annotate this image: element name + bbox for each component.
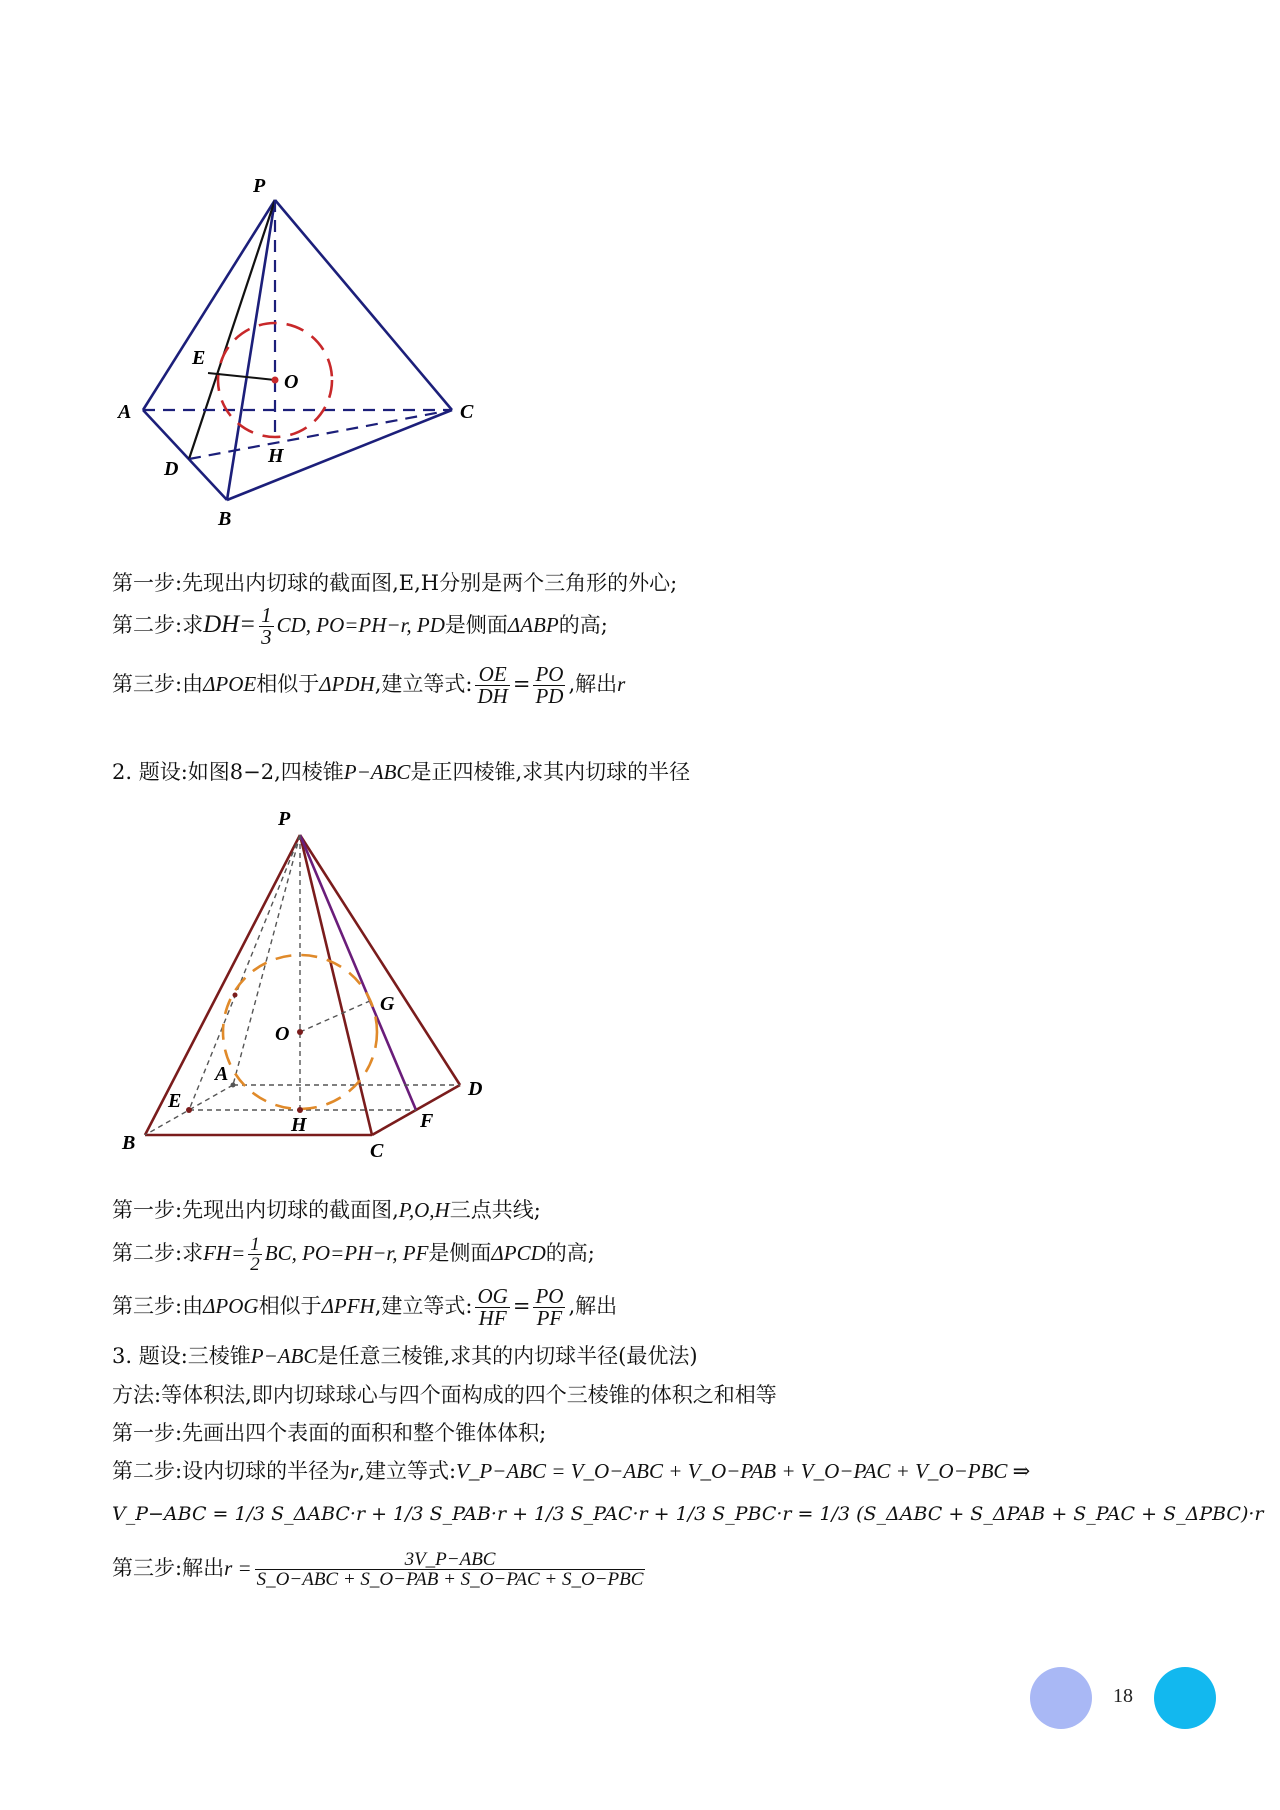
s2-step3-a: 第三步:由	[112, 1294, 204, 1318]
figure-1-tetrahedron	[110, 170, 490, 540]
point-O	[272, 377, 279, 384]
s2-step1	[112, 1200, 541, 1221]
edge-PD	[189, 200, 275, 459]
s2-step2-den: 2	[250, 1254, 260, 1275]
s2-step3-num2: PO	[535, 1284, 564, 1308]
label-A: A	[118, 401, 132, 423]
s1-step2-f: 的高;	[558, 613, 608, 637]
label-O: O	[275, 1023, 290, 1045]
s2-step3-frac2	[533, 1286, 565, 1329]
s1-step2	[112, 605, 608, 648]
q3-step3-num: 3V_P−ABC	[255, 1550, 646, 1570]
q3-step3-frac	[255, 1550, 646, 1589]
s1-step3-den2: PD	[535, 684, 564, 708]
s1-step3-eq: =	[512, 672, 531, 696]
label-B: B	[218, 508, 232, 530]
page-number: 18	[1113, 1685, 1133, 1707]
s1-step3	[112, 664, 625, 707]
edge-BC	[227, 410, 452, 500]
edge-PD	[300, 835, 460, 1085]
page-number-badge	[1030, 1667, 1220, 1731]
badge-circle-right	[1154, 1667, 1216, 1729]
label-A: A	[215, 1063, 229, 1085]
s1-step2-c: CD, PO=PH−r, PD	[276, 613, 445, 637]
edge-PC	[275, 200, 452, 410]
label-D: D	[164, 458, 179, 480]
s1-step2-b: DH=	[203, 611, 257, 638]
s2-step3-d: ΔPFH	[321, 1294, 375, 1318]
s1-step3-e: ,建立等式:	[374, 672, 473, 696]
s2-step2-num: 1	[250, 1234, 260, 1255]
s2-step3-den1: HF	[478, 1306, 507, 1330]
s2-step3-f: ,解出	[568, 1294, 618, 1318]
q3-step2-b: r	[350, 1459, 359, 1483]
q3-eq2: V_P−ABC = 1/3 S_ΔABC·r + 1/3 S_PAB·r + 1/3 S_PAC·r + 1/3 S_PBC·r = 1/3 (S_ΔABC + S_ΔPAB + S_PAC + S_ΔPBC)·r	[112, 1503, 1264, 1525]
label-O: O	[284, 371, 299, 393]
segment-OG-hidden	[300, 1000, 372, 1032]
q3-title-c: 是任意三棱锥,求其的内切球半径(最优法)	[317, 1344, 698, 1368]
s1-step2-d: 是侧面	[444, 613, 508, 637]
label-E: E	[168, 1090, 182, 1112]
s2-step1-a: 第一步:先现出内切球的截面图,	[112, 1198, 399, 1222]
q3-step1: 第一步:先画出四个表面的面积和整个锥体体积;	[112, 1421, 547, 1445]
s2-step2-c: BC, PO=PH−r, PF	[264, 1241, 429, 1265]
s2-step2-a: 第二步:求	[112, 1241, 204, 1265]
q2-title-a: 2. 题设:如图8−2,四棱锥	[112, 760, 344, 784]
s2-step2-f: 的高;	[545, 1241, 595, 1265]
point-A	[231, 1083, 236, 1088]
s2-step3-den2: PF	[536, 1306, 563, 1330]
q2-title-c: 是正四棱锥,求其内切球的半径	[410, 760, 691, 784]
label-G: G	[380, 993, 395, 1015]
s2-step3-b: ΔPOG	[203, 1294, 259, 1318]
label-P: P	[278, 808, 291, 830]
q3-step3-a: 第三步:解出	[112, 1556, 225, 1580]
point-E	[186, 1107, 192, 1113]
label-D: D	[468, 1078, 483, 1100]
figure-2-square-pyramid	[110, 805, 510, 1175]
s1-step3-frac2	[533, 664, 565, 707]
s2-step3-c: 相似于	[258, 1294, 322, 1318]
s2-step2-e: ΔPCD	[491, 1241, 546, 1265]
s2-step2	[112, 1235, 595, 1274]
q2-title	[112, 762, 690, 783]
s1-step3-num1: OE	[475, 664, 509, 686]
label-H: H	[268, 445, 284, 467]
s1-step2-e: ΔABP	[507, 613, 559, 637]
s2-step3-e: ,建立等式:	[374, 1294, 473, 1318]
q2-title-b: P−ABC	[343, 760, 411, 784]
q3-title	[112, 1346, 698, 1367]
s1-step3-f: ,解出	[568, 672, 618, 696]
s1-step3-frac1	[475, 664, 509, 707]
q3-step2	[112, 1461, 1030, 1482]
s1-step3-b: ΔPOE	[203, 672, 257, 696]
badge-circle-left	[1030, 1667, 1092, 1729]
edge-PC	[300, 835, 372, 1135]
s2-step2-d: 是侧面	[428, 1241, 492, 1265]
s2-step3-num1: OG	[477, 1284, 508, 1308]
s1-step2-den: 3	[261, 625, 272, 649]
s1-step2-a: 第二步:求	[112, 613, 204, 637]
q3-step2-c: ,建立等式:	[358, 1459, 457, 1483]
tangent-point	[233, 993, 238, 998]
segment-DC-hidden	[189, 410, 452, 459]
s2-step3	[112, 1286, 617, 1329]
label-B: B	[122, 1132, 136, 1154]
s2-step1-b: P,O,H	[398, 1198, 450, 1222]
s2-step2-b: FH=	[203, 1241, 246, 1265]
edge-PA-hidden	[233, 835, 300, 1085]
q3-step3-den: S_O−ABC + S_O−PAB + S_O−PAC + S_O−PBC	[256, 1569, 644, 1590]
s1-step3-c: 相似于	[256, 672, 320, 696]
label-H: H	[291, 1114, 307, 1136]
s2-step3-frac1	[475, 1286, 509, 1329]
s2-step1-c: 三点共线;	[449, 1198, 541, 1222]
q3-step3	[112, 1550, 648, 1589]
slant-PF	[300, 835, 416, 1110]
s1-step3-num2: PO	[535, 662, 564, 686]
s1-step1: 第一步:先现出内切球的截面图,E,H分别是两个三角形的外心;	[112, 571, 678, 595]
q3-step2-eq: V_P−ABC = V_O−ABC + V_O−PAB + V_O−PAC + V_O−PBC ⇒	[456, 1459, 1031, 1483]
q3-method: 方法:等体积法,即内切球球心与四个面构成的四个三棱锥的体积之和相等	[112, 1383, 777, 1407]
label-C: C	[460, 401, 474, 423]
s1-step3-den1: DH	[477, 684, 508, 708]
label-F: F	[420, 1110, 434, 1132]
label-P: P	[253, 175, 266, 197]
s1-step3-d: ΔPDH	[319, 672, 375, 696]
s1-step2-num: 1	[261, 603, 272, 627]
s2-step2-frac	[248, 1235, 262, 1274]
s1-step3-g: r	[617, 672, 626, 696]
label-C: C	[370, 1140, 384, 1162]
label-E: E	[192, 347, 206, 369]
q3-title-a: 3. 题设:三棱锥	[112, 1344, 251, 1368]
point-H	[297, 1107, 303, 1113]
q3-step2-a: 第二步:设内切球的半径为	[112, 1459, 351, 1483]
q3-step3-b: r =	[224, 1556, 252, 1580]
q3-title-b: P−ABC	[250, 1344, 318, 1368]
point-O	[297, 1029, 303, 1035]
s1-step3-a: 第三步:由	[112, 672, 204, 696]
segment-PE-hidden	[189, 835, 300, 1110]
s2-step3-eq: =	[512, 1294, 531, 1318]
s1-step2-frac	[259, 605, 274, 648]
